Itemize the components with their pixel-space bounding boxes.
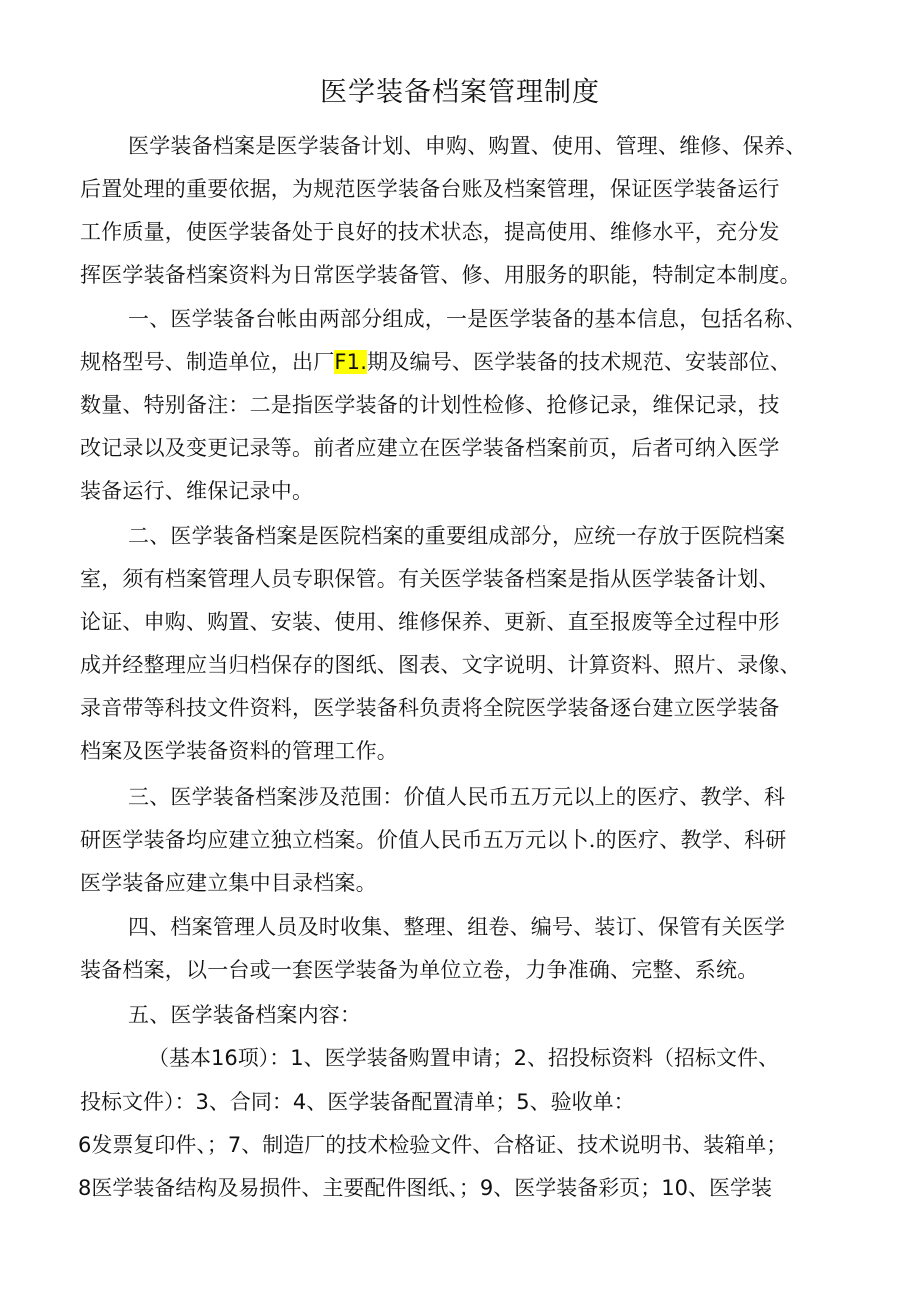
section-3-line: 研医学装备均应建立独立档案。价值人民币五万元以卜.的医疗、教学、科研 <box>80 828 787 852</box>
section-3-line: 医学装备应建立集中目录档案。 <box>80 871 377 895</box>
intro-line: 后置处理的重要依据，为规范医学装备台账及档案管理，保证医学装备运行 <box>80 177 780 201</box>
section-5-list-line: 6发票复印件、；7、制造厂的技术检验文件、合格证、技术说明书、装箱单； <box>78 1133 788 1157</box>
page-title: 医学装备档案管理制度 <box>320 77 600 108</box>
section-2-line: 论证、申购、购置、安装、使用、维修保养、更新、直至报废等全过程中形 <box>80 610 780 634</box>
section-5-heading: 五、医学装备档案内容： <box>128 1003 362 1027</box>
section-3-line: 三、医学装备档案涉及范围：价值人民币五万元以上的医疗、教学、科 <box>128 785 786 809</box>
section-1-line: 数量、特别备注：二是指医学装备的计划性检修、抢修记录，维保记录，技 <box>80 393 780 417</box>
section-2-line: 档案及医学装备资料的管理工作。 <box>80 739 398 763</box>
section-4-line: 装备档案，以一台或一套医学装备为单位立卷，力争准确、完整、系统。 <box>80 958 759 982</box>
section-2-line: 室，须有档案管理人员专职保管。有关医学装备档案是指从医学装备计划、 <box>80 567 780 591</box>
section-1-line: 改记录以及变更记录等。前者应建立在医学装备档案前页，后者可纳入医学 <box>80 436 780 460</box>
intro-line: 医学装备档案是医学装备计划、申购、购置、使用、管理、维修、保养、 <box>128 134 807 158</box>
section-1-line: 一、医学装备台帐由两部分组成，一是医学装备的基本信息，包括名称、 <box>128 307 807 331</box>
section-4-line: 四、档案管理人员及时收集、整理、组卷、编号、装订、保管有关医学 <box>128 915 786 939</box>
section-2-line: 二、医学装备档案是医院档案的重要组成部分，应统一存放于医院档案 <box>128 524 786 548</box>
section-1-text: 规格型号、制造单位，出厂 <box>80 350 335 374</box>
section-1-line <box>80 346 791 376</box>
section-5-list-line: （基本16项）：1、医学装备购置申请；2、招投标资料（招标文件、 <box>148 1046 779 1070</box>
section-1-line: 装备运行、维保记录中。 <box>80 479 314 503</box>
section-2-line: 录音带等科技文件资料，医学装备科负责将全院医学装备逐台建立医学装备 <box>80 696 780 720</box>
section-2-line: 成并经整理应当归档保存的图纸、图表、文字说明、计算资料、照片、录像、 <box>80 653 801 677</box>
intro-line: 工作质量，使医学装备处于良好的技术状态，提高使用、维修水平，充分发 <box>80 220 780 244</box>
section-5-list-line: 8医学装备结构及易损件、主要配件图纸、；9、医学装备彩页；10、医学装 <box>78 1176 772 1200</box>
section-5-list-line: 投标文件）：3、合同：4、医学装备配置清单；5、验收单： <box>80 1090 635 1114</box>
section-1-text: 期及编号、医学装备的技术规范、安装部位、 <box>367 350 792 374</box>
intro-line: 挥医学装备档案资料为日常医学装备管、修、用服务的职能，特制定本制度。 <box>80 263 801 287</box>
highlighted-text: F1. <box>334 350 368 374</box>
